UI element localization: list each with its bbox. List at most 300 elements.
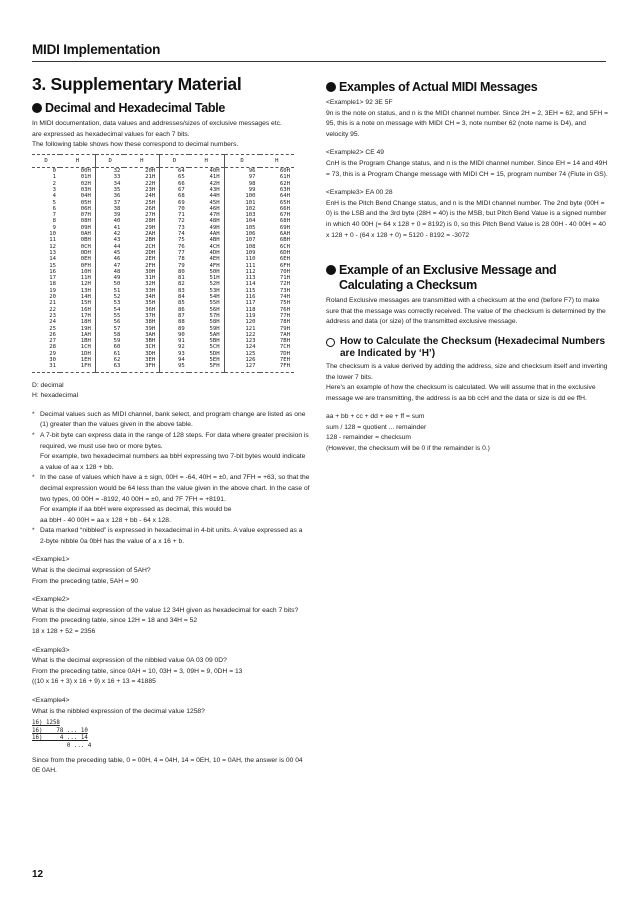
table-cell: 3CH [145, 344, 156, 351]
table-cell: 6BH [279, 237, 290, 244]
table-cell: 36 [95, 193, 124, 199]
table-cell: 26H [145, 205, 156, 212]
table-row [32, 363, 294, 372]
table-cell: 58 [95, 332, 124, 338]
table-cell: 77 [160, 250, 189, 256]
table-cell: 59H [209, 325, 220, 332]
table-cell: 7EH [279, 356, 290, 363]
table-cell: 104 [224, 218, 259, 224]
table-header-row [32, 154, 294, 167]
table-cell: 24H [145, 193, 156, 200]
table-cell: 5FH [189, 363, 224, 372]
table-cell: 51 [95, 288, 124, 294]
table-cell: 39H [145, 325, 156, 332]
table-header-cell: H [60, 154, 95, 167]
table-cell: 51H [209, 275, 220, 282]
table-cell: 121 [224, 326, 259, 332]
note-item: * In the case of values which have a ± sign, 00H = -64, 40H = ±0, and 7FH = +63, so that the decimal expression would be 64 less than the value given in the above chart. In the case of two types, 00 00H = -8192, 40 00H = ±0, and 7F 7FH = +8191. [32, 473, 310, 505]
table-cell: 38H [145, 319, 156, 326]
subheading-checksum [326, 336, 608, 360]
table-cell: 70 [160, 206, 189, 212]
table-cell: 19 [49, 287, 57, 294]
table-cell: 46H [209, 205, 220, 212]
table-cell: 123 [224, 338, 259, 344]
checksum-text: Here’s an example of how the checksum is calculated. We will assume that in the exclusive message we are transmitting, the address is aa bb ccH and the data or size is dd ee ffH. [326, 384, 596, 402]
table-cell: 65H [279, 199, 290, 206]
table-cell: 33H [145, 287, 156, 294]
table-cell: 55H [209, 300, 220, 307]
table-cell: 1 [52, 174, 57, 181]
calc-line: 0 ... 4 [32, 742, 92, 749]
example-tag: <Example1> 92 3E 5F [326, 99, 393, 106]
table-cell: 5BH [209, 338, 220, 345]
subsection-decimal-hex [32, 101, 310, 116]
decimal-hex-table [32, 154, 294, 373]
table-cell: 55 [95, 313, 124, 319]
table-cell: 112 [224, 269, 259, 275]
section-title: 3. Supplementary Material [32, 74, 242, 94]
table-cell: 37 [95, 200, 124, 206]
table-cell: 90 [160, 332, 189, 338]
table-cell: 27 [49, 338, 57, 345]
example-line: From the preceding table, since 0AH = 10, 03H = 3, 09H = 9, 0DH = 13 [32, 667, 243, 675]
table-cell: 3AH [145, 331, 156, 338]
table-cell: 8 [52, 218, 57, 225]
table-cell: 5DH [209, 350, 220, 357]
intro-line: In MIDI documentation, data values and addresses/sizes of exclusive messages etc. [32, 120, 282, 127]
table-cell: 43H [209, 186, 220, 193]
example-tag: <Example1> [32, 556, 70, 564]
table-cell: 6DH [279, 249, 290, 256]
note-item [32, 516, 310, 527]
bullet-dot-icon [326, 82, 336, 92]
table-cell: 3 [52, 186, 57, 193]
table-cell: 65 [160, 174, 189, 180]
table-cell: 53 [95, 300, 124, 306]
legend-line: H: hexadecimal [32, 392, 79, 400]
table-cell: 6EH [279, 256, 290, 263]
subsection-title: Examples of Actual MIDI Messages [339, 80, 538, 94]
table-cell: 75H [279, 300, 290, 307]
table-cell: 60 [95, 344, 124, 350]
table-cell: 02H [80, 180, 91, 187]
table-cell: 40H [209, 168, 220, 175]
left-column [32, 72, 310, 777]
table-cell: 77H [279, 312, 290, 319]
table-cell: 34H [145, 294, 156, 301]
table-cell: 67H [279, 212, 290, 219]
table-header-cell: D [224, 154, 259, 167]
table-cell: 48H [209, 218, 220, 225]
example-line: 18 x 128 + 52 = 2356 [32, 628, 96, 636]
table-cell: 126 [224, 357, 259, 363]
example-tag: <Example4> [32, 697, 70, 705]
note-item [32, 452, 310, 473]
table-cell: 113 [224, 275, 259, 281]
table-cell: 125 [224, 351, 259, 357]
table-cell: 4 [52, 193, 57, 200]
table-cell: 52H [209, 281, 220, 288]
table-cell: 04H [80, 193, 91, 200]
table-body [32, 168, 294, 373]
table-cell: 56H [209, 306, 220, 313]
table-cell: 102 [224, 206, 259, 212]
table-cell: 78H [279, 319, 290, 326]
table-cell: 07H [80, 212, 91, 219]
table-cell: 66H [279, 205, 290, 212]
table-cell: 82 [160, 281, 189, 287]
table-row [32, 168, 294, 175]
table-cell: 1BH [80, 338, 91, 345]
table-cell: 85 [160, 300, 189, 306]
exclusive-text: Roland Exclusive messages are transmitted with a checksum at the end (before F7) to make sure that the message was correctly received. The value of the checksum is determined by the address and data (or size) of the transmitted exclusive message. [326, 297, 606, 326]
table-cell: 119 [224, 313, 259, 319]
table-cell: 71H [279, 275, 290, 282]
table-cell: 32H [145, 281, 156, 288]
table-cell: 5AH [209, 331, 220, 338]
table-cell: 83 [160, 288, 189, 294]
table-cell: 75 [160, 237, 189, 243]
table-cell: 115 [224, 288, 259, 294]
table-header-cell: D [160, 154, 189, 167]
table-cell: 5CH [209, 344, 220, 351]
table-cell: 0DH [80, 249, 91, 256]
table-cell: 71 [160, 212, 189, 218]
table-cell: 4FH [209, 262, 220, 269]
table-cell: 18 [49, 281, 57, 288]
table-cell: 1EH [80, 356, 91, 363]
table-cell: 70H [279, 268, 290, 275]
subsection-midi-examples [326, 80, 608, 95]
table-cell: 127 [224, 363, 259, 372]
table-cell: 17 [49, 275, 57, 282]
table-cell: 64H [279, 193, 290, 200]
table-cell: 0EH [80, 256, 91, 263]
table-cell: 87 [160, 313, 189, 319]
table-cell: 10 [49, 231, 57, 238]
example-line: What is the nibbled expression of the decimal value 1258? [32, 707, 205, 715]
table-cell: 45 [95, 250, 124, 256]
table-cell: 72 [160, 218, 189, 224]
table-cell: 68H [279, 218, 290, 225]
division-calc [32, 720, 310, 750]
table-cell: 22 [49, 306, 57, 313]
table-cell: 29 [49, 350, 57, 357]
table-cell: 103 [224, 212, 259, 218]
table-cell: 3BH [145, 338, 156, 345]
table-cell: 0FH [80, 262, 91, 269]
table-cell: 20H [145, 168, 156, 175]
table-cell: 124 [224, 344, 259, 350]
note-text: For example, two hexadecimal numbers aa bbH expressing two 7-bit bytes would indicate a value of aa x 128 + bb. [40, 453, 306, 471]
table-cell: 06H [80, 205, 91, 212]
table-cell: 111 [224, 263, 259, 269]
table-cell: 37H [145, 312, 156, 319]
example-line: ((10 x 16 + 3) x 16 + 9) x 16 + 13 = 41885 [32, 678, 156, 686]
note-item: * A 7-bit byte can express data in the range of 128 steps. For data where greater precision is required, we must use two or more bytes. [32, 431, 310, 452]
table-cell: 72H [279, 281, 290, 288]
table-cell: 26 [49, 331, 57, 338]
table-cell: 1DH [80, 350, 91, 357]
calc-line: 16) 1258 [32, 720, 60, 727]
table-cell: 84 [160, 294, 189, 300]
table-cell: 91 [160, 338, 189, 344]
table-cell: 35H [145, 300, 156, 307]
example-tag: <Example2> CE 49 [326, 149, 384, 157]
table-cell: 67 [160, 187, 189, 193]
table-cell: 4BH [209, 237, 220, 244]
table-cell: 101 [224, 200, 259, 206]
table-cell: 6CH [279, 243, 290, 250]
table-cell: 21 [49, 300, 57, 307]
example-text: EnH is the Pitch Bend Change status, and n is the MIDI channel number. The 2nd byte (00H = 0) is the LSB and the 3rd byte (28H = 40) is the MSB, but Pitch Bend Value is a signed number in which 40 00H (= 64 x 128 + 0 = 8192) is 0, so this Pitch Bend Value is 28 00H - 40 00H = 40 x 128 + 0 - (64 x 128 + 0) = 5120 - 8192 = -3072 [326, 199, 607, 239]
table-cell: 0CH [80, 243, 91, 250]
example-tag: <Example3> [32, 646, 70, 654]
table-cell: 41 [95, 225, 124, 231]
table-cell: 38 [95, 206, 124, 212]
note-text: A 7-bit byte can express data in the range of 128 steps. For data where greater precision is required, we must use two or more bytes. [40, 431, 309, 450]
table-cell: 2DH [145, 249, 156, 256]
note-item [32, 505, 310, 516]
table-cell: 20 [49, 294, 57, 301]
table-cell: 2EH [145, 256, 156, 263]
table-cell: 58H [209, 319, 220, 326]
table-cell: 108 [224, 244, 259, 250]
table-cell: 89 [160, 326, 189, 332]
table-cell: 08H [80, 218, 91, 225]
ring-bullet-icon [326, 338, 335, 347]
table-cell: 2FH [145, 262, 156, 269]
calc-line: 16) 78 ... 10 [32, 727, 88, 734]
table-cell: 48 [95, 269, 124, 275]
table-cell: 109 [224, 250, 259, 256]
table-cell: 9 [52, 224, 57, 231]
table-cell: 50 [95, 281, 124, 287]
table-cell: 41H [209, 174, 220, 181]
table-cell: 78 [160, 256, 189, 262]
note-text: Data marked “nibbled” is expressed in hexadecimal in 4-bit units. A value expressed as a 2-byte nibble 0a 0bH has the value of a x 16 + b. [40, 527, 303, 545]
table-cell: 39 [95, 212, 124, 218]
table-cell: 59 [95, 338, 124, 344]
note-text: Decimal values such as MIDI channel, bank select, and program change are listed as one (1) greater than the values given in the above table. [40, 410, 306, 429]
table-cell: 4EH [209, 256, 220, 263]
table-cell: 25H [145, 199, 156, 206]
table-cell: 1AH [80, 331, 91, 338]
table-cell: 49H [209, 224, 220, 231]
table-cell: 00H [80, 168, 91, 175]
table-cell: 43 [95, 237, 124, 243]
subsection-title: Example of an Exclusive Message and Calculating a Checksum [339, 263, 557, 293]
table-cell: 63 [95, 363, 124, 372]
table-cell: 47 [95, 263, 124, 269]
table-cell: 18H [80, 319, 91, 326]
table-cell: 29H [145, 224, 156, 231]
table-cell: 122 [224, 332, 259, 338]
table-cell: 61 [95, 351, 124, 357]
table-cell: 12 [49, 243, 57, 250]
table-cell: 106 [224, 231, 259, 237]
table-cell: 53H [209, 287, 220, 294]
right-column [326, 72, 608, 455]
table-cell: 0 [52, 168, 57, 175]
table-cell: 49 [95, 275, 124, 281]
table-cell: 69H [279, 224, 290, 231]
table-cell: 0BH [80, 237, 91, 244]
table-cell: 4CH [209, 243, 220, 250]
table-cell: 14 [49, 256, 57, 263]
table-cell: 7FH [260, 363, 295, 372]
table-cell: 68 [160, 193, 189, 199]
table-cell: 13 [49, 249, 57, 256]
table-header-cell: H [189, 154, 224, 167]
checksum-text: The checksum is a value derived by adding the address, size and checksum itself and inverting the lower 7 bits. [326, 362, 608, 381]
subheading-title: How to Calculate the Checksum (Hexadecimal Numbers are Indicated by ‘H’) [340, 335, 606, 359]
calc-line: 16) 4 ... 14 [32, 735, 88, 742]
table-cell: 79H [279, 325, 290, 332]
intro-line: are expressed as hexadecimal values for each 7 bits. [32, 130, 190, 138]
page-number: 12 [32, 869, 44, 880]
note-text: In the case of values which have a ± sign, 00H = -64, 40H = ±0, and 7FH = +63, so that the decimal expression would be 64 less than the value given in the above chart. In the case of two types, 00 00H = -8192, 40 00H = ±0, and 7F 7FH = +8191. [40, 474, 310, 503]
table-cell: 35 [95, 187, 124, 193]
table-cell: 73H [279, 287, 290, 294]
table-cell: 34 [95, 181, 124, 187]
table-cell: 69 [160, 200, 189, 206]
table-cell: 05H [80, 199, 91, 206]
table-cell: 94 [160, 357, 189, 363]
table-cell: 64 [160, 168, 189, 175]
table-cell: 100 [224, 193, 259, 199]
table-cell: 6FH [279, 262, 290, 269]
table-cell: 92 [160, 344, 189, 350]
table-cell: 7BH [279, 338, 290, 345]
example-line: What is the decimal expression of the nibbled value 0A 03 09 0D? [32, 657, 227, 665]
table-cell: 54 [95, 307, 124, 313]
table-cell: 23H [145, 186, 156, 193]
table-cell: 3DH [145, 350, 156, 357]
table-cell: 15H [80, 300, 91, 307]
table-cell: 88 [160, 319, 189, 325]
table-cell: 27H [145, 212, 156, 219]
table-cell: 42H [209, 180, 220, 187]
table-cell: 56 [95, 319, 124, 325]
table-cell: 63H [279, 186, 290, 193]
table-cell: 1FH [60, 363, 95, 372]
table-cell: 118 [224, 307, 259, 313]
table-cell: 2BH [145, 237, 156, 244]
formula-line: 128 - remainder = checksum [326, 434, 411, 442]
table-header-cell: D [95, 154, 124, 167]
table-cell: 03H [80, 186, 91, 193]
table-cell: 57H [209, 312, 220, 319]
table-cell: 46 [95, 256, 124, 262]
table-cell: 4DH [209, 249, 220, 256]
bullet-dot-icon [326, 265, 336, 275]
table-cell: 110 [224, 256, 259, 262]
table-cell: 60H [279, 168, 290, 175]
note-text: aa bbH - 40 00H = aa x 128 + bb - 64 x 128. [40, 516, 171, 524]
table-cell: 3EH [145, 356, 156, 363]
table-cell: 28H [145, 218, 156, 225]
table-cell: 6 [52, 205, 57, 212]
table-cell: 30H [145, 268, 156, 275]
table-header-cell: H [260, 154, 295, 167]
table-cell: 6AH [279, 231, 290, 238]
table-cell: 61H [279, 174, 290, 181]
table-cell: 76 [160, 244, 189, 250]
note-text: For example if aa bbH were expressed as decimal, this would be [40, 506, 232, 514]
table-cell: 2 [52, 180, 57, 187]
example-line: From the preceding table, since 12H = 18 and 34H = 52 [32, 617, 198, 625]
table-cell: 36H [145, 306, 156, 313]
table-cell: 62H [279, 180, 290, 187]
table-cell: 11 [49, 237, 57, 244]
table-cell: 3FH [124, 363, 159, 372]
table-cell: 14H [80, 294, 91, 301]
table-cell: 1CH [80, 344, 91, 351]
table-cell: 62 [95, 357, 124, 363]
table-cell: 24 [49, 319, 57, 326]
table-cell: 107 [224, 237, 259, 243]
legend-line: D: decimal [32, 381, 64, 389]
table-cell: 30 [49, 356, 57, 363]
table-cell: 31H [145, 275, 156, 282]
table-cell: 98 [224, 181, 259, 187]
table-cell: 7CH [279, 344, 290, 351]
table-cell: 93 [160, 351, 189, 357]
note-item: * Decimal values such as MIDI channel, bank select, and program change are listed as one (1) greater than the values given in the above table. [32, 410, 310, 431]
table-cell: 7DH [279, 350, 290, 357]
table-cell: 22H [145, 180, 156, 187]
table-cell: 7AH [279, 331, 290, 338]
example-tag: <Example3> EA 00 28 [326, 189, 393, 197]
table-cell: 52 [95, 294, 124, 300]
table-cell: 2CH [145, 243, 156, 250]
table-cell: 10H [80, 268, 91, 275]
table-cell: 09H [80, 224, 91, 231]
example-line: What is the decimal expression of the value 12 34H given as hexadecimal for each 7 bits? [32, 606, 299, 614]
page-header-title: MIDI Implementation [32, 42, 161, 57]
table-cell: 97 [224, 174, 259, 180]
table-cell: 114 [224, 281, 259, 287]
table-cell: 81 [160, 275, 189, 281]
table-cell: 31 [32, 363, 60, 372]
table-cell: 42 [95, 231, 124, 237]
table-cell: 116 [224, 294, 259, 300]
table-cell: 13H [80, 287, 91, 294]
table-cell: 45H [209, 199, 220, 206]
table-cell: 76H [279, 306, 290, 313]
table-cell: 50H [209, 268, 220, 275]
example-tag: <Example2> [32, 596, 70, 604]
table-header-cell: D [32, 154, 60, 167]
table-cell: 86 [160, 307, 189, 313]
table-cell: 40 [95, 218, 124, 224]
example-line: From the preceding table, 5AH = 90 [32, 577, 139, 585]
table-cell: 99 [224, 187, 259, 193]
table-cell: 2AH [145, 231, 156, 238]
table-cell: 120 [224, 319, 259, 325]
table-cell: 15 [49, 262, 57, 269]
table-cell: 0AH [80, 231, 91, 238]
table-cell: 79 [160, 263, 189, 269]
table-cell: 28 [49, 344, 57, 351]
table-cell: 117 [224, 300, 259, 306]
table-cell: 19H [80, 325, 91, 332]
table-cell: 66 [160, 181, 189, 187]
table-cell: 47H [209, 212, 220, 219]
table-cell: 25 [49, 325, 57, 332]
table-cell: 12H [80, 281, 91, 288]
